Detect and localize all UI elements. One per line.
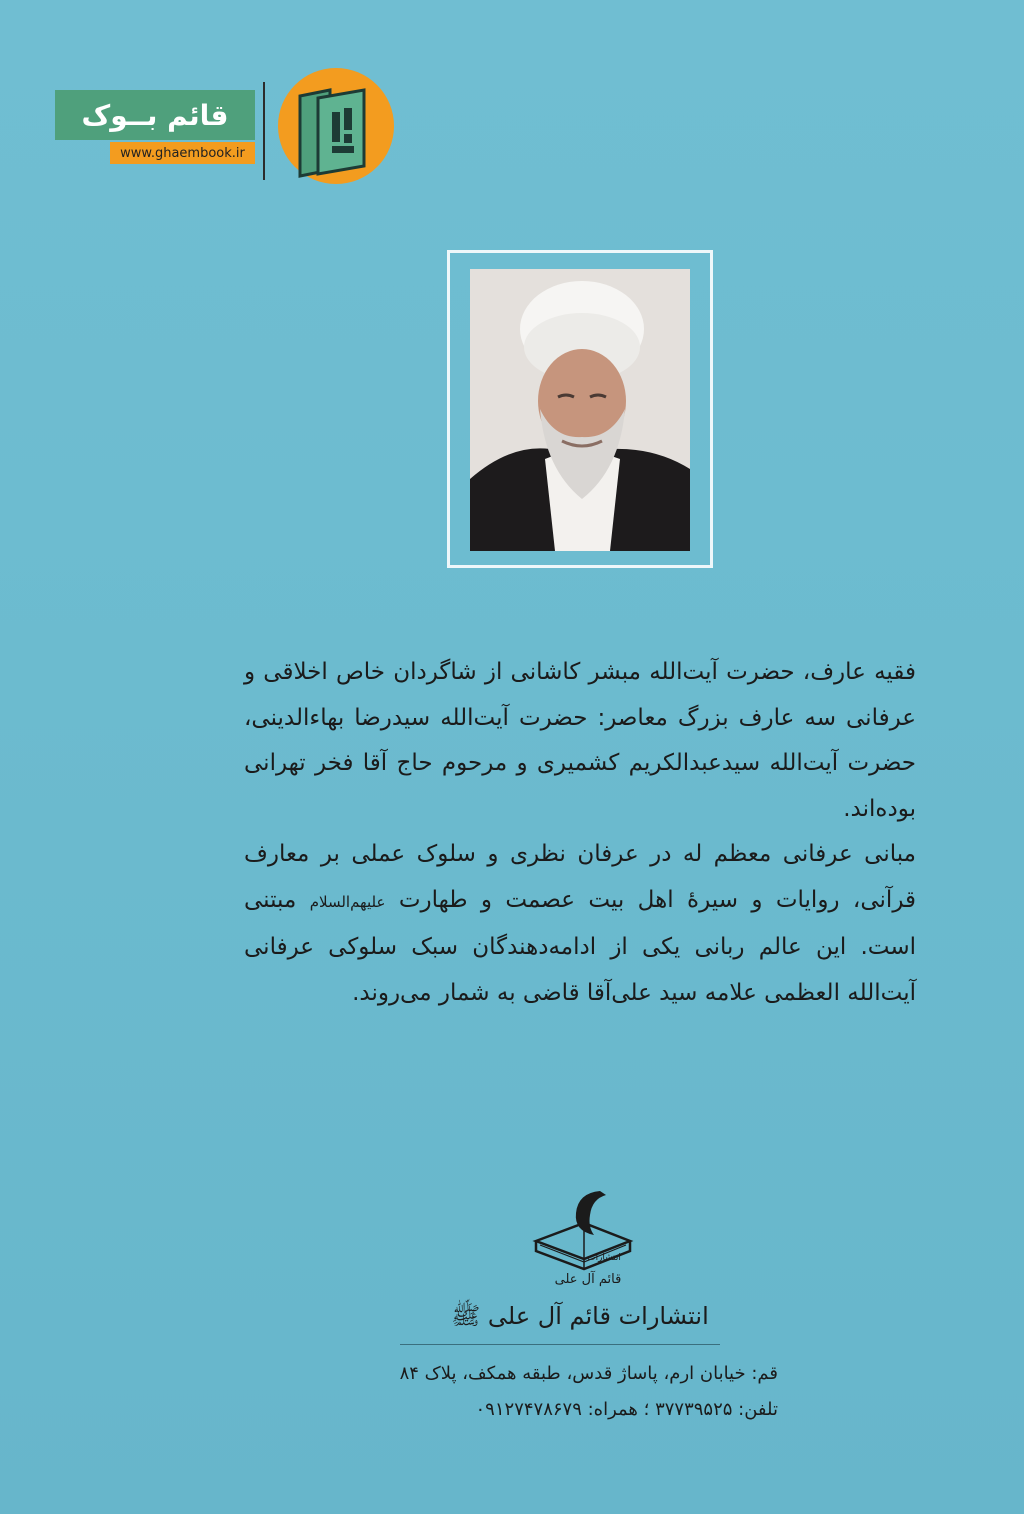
- author-portrait: [470, 269, 690, 551]
- description-paragraph-2-end: مبتنی است. این عالم ربانی یکی از ادامه‌دهندگان سبک سلوکی عرفانی آیت‌الله العظمی علامه سید علی‌آقا قاضی به شمار می‌روند.: [244, 886, 916, 1006]
- logo-wordmark: [55, 90, 255, 166]
- brand-url: www.ghaembook.ir: [110, 142, 255, 164]
- description-paragraph-2-start: مبانی عرفانی معظم له در عرفان نظری و سلوک عملی بر معارف قرآنی، روایات و سیرهٔ اهل بیت عصمت و طهارت: [244, 841, 917, 913]
- publisher-phone: تلفن: ۳۷۷۳۹۵۲۵ ؛ همراه: ۰۹۱۲۷۴۷۸۶۷۹: [475, 1399, 778, 1420]
- brand-name: قائم بــوک: [55, 90, 255, 140]
- publisher-title: انتشارات قائم آل علی ﷺ: [451, 1302, 709, 1330]
- publisher-emblem: [528, 1183, 638, 1288]
- books-icon: [278, 68, 394, 184]
- description-paragraph-1: فقیه عارف، حضرت آیت‌الله مبشر کاشانی از شاگردان خاص اخلاقی و عرفانی سه عارف بزرگ معاصر: حضرت آیت‌الله سیدرضا بهاءالدینی، حضرت آیت‌الله سیدعبدالکریم کشمیری و مرحوم حاج آقا فخر تهرانی بوده‌اند.: [244, 659, 916, 822]
- publisher-divider: [400, 1344, 720, 1345]
- logo-divider: [263, 82, 265, 180]
- book-description: [244, 650, 916, 1016]
- portrait-frame: [447, 250, 713, 568]
- honorific: علیهم‌السلام: [309, 892, 386, 911]
- emblem-top-text: انتشارات: [587, 1253, 621, 1263]
- description-paragraph-2: [244, 832, 916, 1016]
- emblem-bottom-text: قائم آل علی: [554, 1272, 622, 1287]
- publisher-address: قم: خیابان ارم، پاساژ قدس، طبقه همکف، پلاک ۸۴: [399, 1363, 778, 1384]
- ghaembook-logo[interactable]: [55, 62, 400, 202]
- publisher-contact: [372, 1356, 778, 1428]
